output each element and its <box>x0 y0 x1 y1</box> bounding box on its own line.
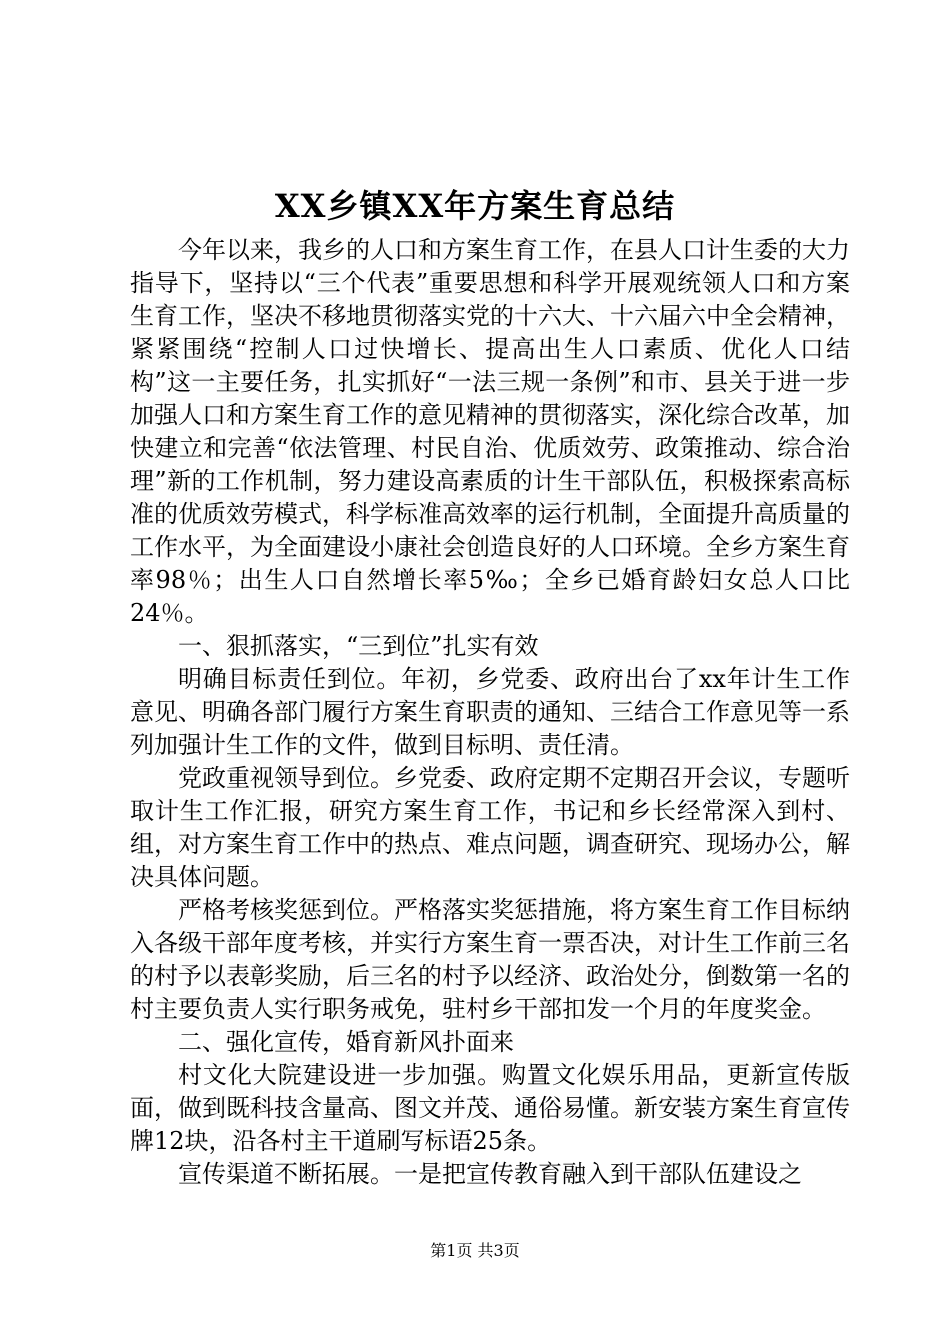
document-title: XX乡镇XX年方案生育总结 <box>274 187 676 225</box>
page-number: 第1页 <box>430 1241 473 1260</box>
document-body <box>130 234 850 1191</box>
page-footer <box>0 1240 950 1262</box>
paragraph-publicity-channels: 宣传渠道不断拓展。一是把宣传教育融入到干部队伍建设之 <box>178 1160 802 1188</box>
paragraph-assessment: 严格考核奖惩到位。严格落实奖惩措施，将方案生育工作目标纳入各级干部年度考核，并实行方案生育一票否决，对计生工作前三名的村予以表彰奖励，后三名的村予以经济、政治处分，倒数第一名的村主要负责人实行职务戒免，驻村乡干部扣发一个月的年度奖金。 <box>130 896 850 1023</box>
paragraph-cultural-courtyard: 村文化大院建设进一步加强。购置文化娱乐用品，更新宣传版面，做到既科技含量高、图文并茂、通俗易懂。新安装方案生育宣传牌12块，沿各村主干道刷写标语25条。 <box>130 1061 850 1155</box>
page-total: 共3页 <box>477 1241 520 1260</box>
section-heading-1: 一、狠抓落实，“三到位”扎实有效 <box>178 632 539 660</box>
paragraph-intro: 今年以来，我乡的人口和方案生育工作，在县人口计生委的大力指导下，坚持以“三个代表”重要思想和科学开展观统领人口和方案生育工作，坚决不移地贯彻落实党的十六大、十六届六中全会精神，紧紧围绕“控制人口过快增长、提高出生人口素质、优化人口结构”这一主要任务，扎实抓好“一法三规一条例”和市、县关于进一步加强人口和方案生育工作的意见精神的贯彻落实，深化综合改革，加快建立和完善“依法管理、村民自治、优质效劳、政策推动、综合治理”新的工作机制，努力建设高素质的计生干部队伍，积极探索高标准的优质效劳模式，科学标准高效率的运行机制，全面提升高质量的工作水平，为全面建设小康社会创造良好的人口环境。全乡方案生育率98％；出生人口自然增长率5‰；全乡已婚育龄妇女总人口比24％。 <box>130 236 850 627</box>
section-heading-2: 二、强化宣传，婚育新风扑面来 <box>178 1028 514 1056</box>
paragraph-leadership: 党政重视领导到位。乡党委、政府定期不定期召开会议，专题听取计生工作汇报，研究方案生育工作，书记和乡长经常深入到村、组，对方案生育工作中的热点、难点问题，调查研究、现场办公，解决具体问题。 <box>130 764 850 891</box>
paragraph-target-responsibility: 明确目标责任到位。年初，乡党委、政府出台了xx年计生工作意见、明确各部门履行方案生育职责的通知、三结合工作意见等一系列加强计生工作的文件，做到目标明、责任清。 <box>130 665 850 759</box>
